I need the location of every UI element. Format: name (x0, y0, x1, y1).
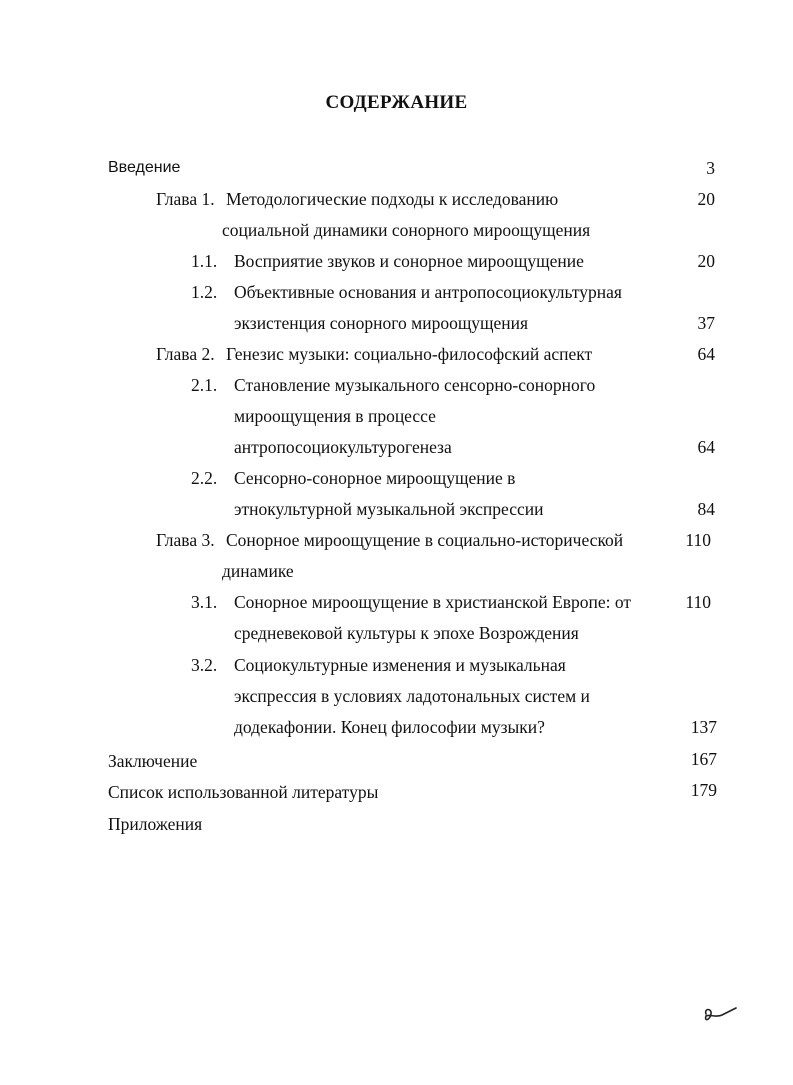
toc-ch3-number: Глава 3. (156, 530, 215, 550)
toc-s12-line1: Объективные основания и антропосоциокультурная (234, 282, 622, 302)
toc-s31-number: 3.1. (191, 592, 218, 612)
toc-s21-line1: Становление музыкального сенсорно-сонорного (234, 375, 596, 395)
toc-ch1-number: Глава 1. (156, 189, 215, 209)
toc-appendix-label: Приложения (108, 814, 203, 834)
toc-s32-number: 3.2. (191, 655, 218, 675)
toc-s21-line2: мироощущения в процессе (234, 406, 436, 426)
toc-s22-page: 84 (697, 499, 715, 519)
toc-s32-line2: экспрессия в условиях ладотональных систем и (234, 686, 590, 706)
toc-s31-page: 110 (685, 592, 711, 612)
toc-intro-label: Введение (108, 159, 181, 176)
toc-s22-number: 2.2. (191, 468, 218, 488)
toc-s12-number: 1.2. (191, 282, 218, 302)
toc-s11-number: 1.1. (191, 251, 218, 271)
toc-s12-line2: экзистенция сонорного мироощущения (234, 313, 529, 333)
toc-ch1-line2: социальной динамики сонорного мироощущения (222, 220, 591, 240)
toc-s32-line1: Социокультурные изменения и музыкальная (234, 655, 566, 675)
toc-ch1-line1: Методологические подходы к исследованию (226, 189, 559, 209)
toc-ch2-number: Глава 2. (156, 344, 215, 364)
toc-s21-line3: антропосоциокультурогенеза (234, 437, 452, 457)
toc-ch3-line2: динамике (222, 561, 294, 581)
toc-ch2-line1: Генезис музыки: социально-философский аспект (226, 344, 593, 364)
toc-s21-page: 64 (697, 437, 715, 457)
handwritten-page-mark (700, 1000, 740, 1024)
toc-ch1-page: 20 (697, 189, 715, 209)
toc-bibliography-page: 179 (690, 780, 717, 800)
toc-s21-number: 2.1. (191, 375, 218, 395)
toc-intro-page: 3 (706, 158, 715, 178)
toc-ch3-page: 110 (685, 530, 711, 550)
toc-s32-page: 137 (690, 717, 717, 737)
toc-s11-line1: Восприятие звуков и сонорное мироощущение (234, 251, 584, 271)
toc-bibliography-label: Список использованной литературы (108, 782, 379, 802)
toc-s12-page: 37 (697, 313, 715, 333)
toc-conclusion-label: Заключение (108, 751, 198, 771)
toc-ch2-page: 64 (697, 344, 715, 364)
toc-s32-line3: додекафонии. Конец философии музыки? (234, 717, 545, 737)
toc-conclusion-page: 167 (690, 749, 717, 769)
toc-s11-page: 20 (697, 251, 715, 271)
toc-s31-line2: средневековой культуры к эпохе Возрождения (234, 623, 579, 643)
toc-ch3-line1: Сонорное мироощущение в социально-исторической (226, 530, 624, 550)
toc-s22-line2: этнокультурной музыкальной экспрессии (234, 499, 544, 519)
page-title: СОДЕРЖАНИЕ (325, 92, 468, 113)
toc-s31-line1: Сонорное мироощущение в христианской Европе: от (234, 592, 632, 612)
toc-s22-line1: Сенсорно-сонорное мироощущение в (234, 468, 516, 488)
